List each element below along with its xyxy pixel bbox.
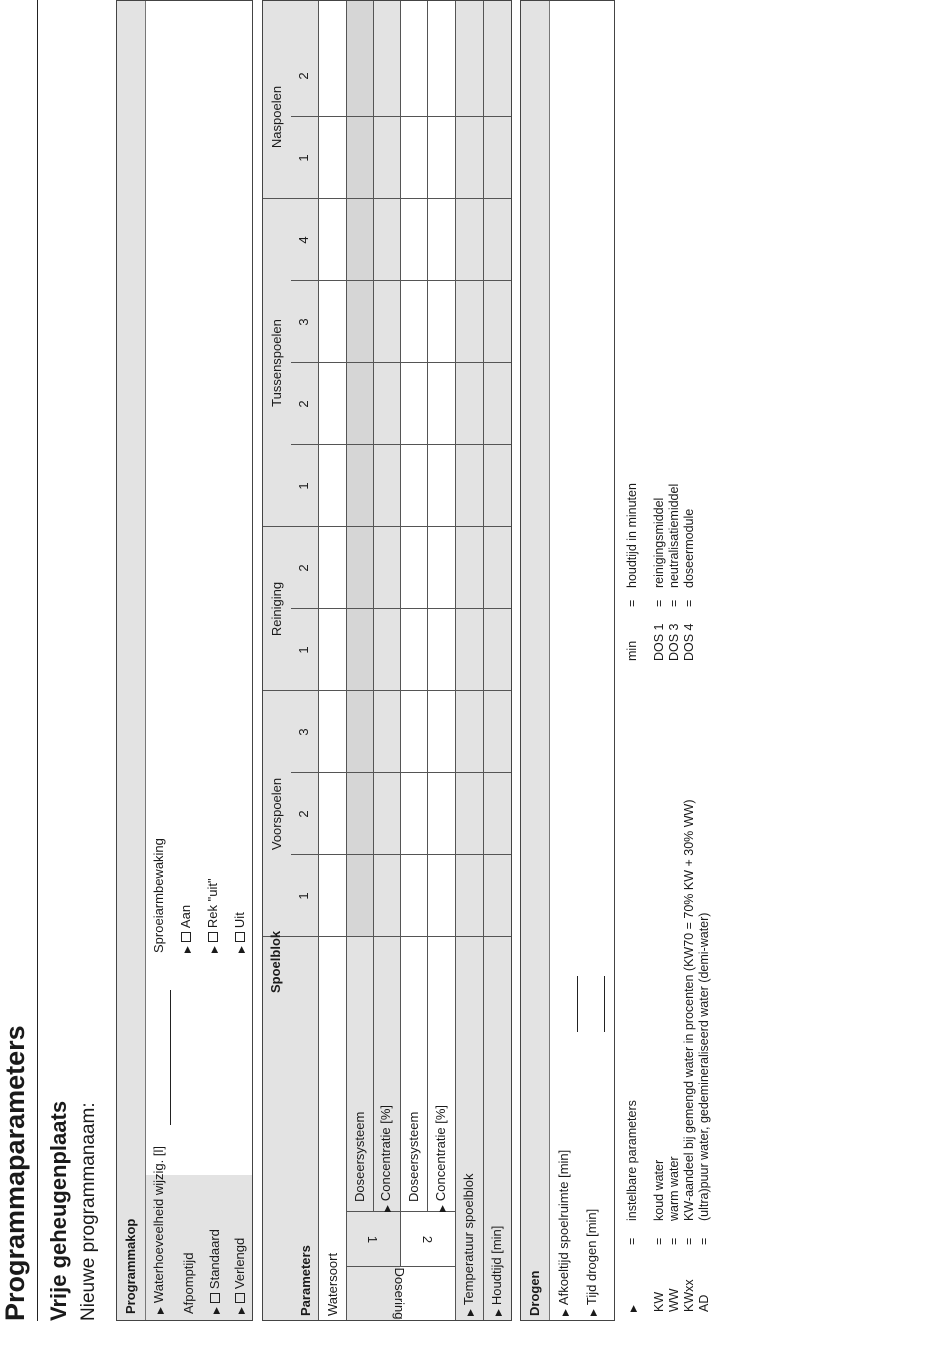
- legend-desc: koud water: [652, 1159, 666, 1221]
- triangle-icon: ▶: [155, 1307, 165, 1314]
- dosering-label: Dosering: [392, 1267, 407, 1320]
- column-line: [291, 116, 511, 117]
- col-num: 2: [296, 72, 311, 80]
- group-tussenspoelen: Tussenspoelen: [269, 319, 284, 407]
- column-line: [291, 280, 511, 281]
- column-line: [291, 608, 511, 609]
- houdtijd-field[interactable]: [489, 1226, 504, 1316]
- title-rule: [37, 0, 38, 1321]
- uit-label: Uit: [232, 912, 247, 929]
- group-voorspoelen: Voorspoelen: [269, 777, 284, 851]
- afpomptijd-label: Afpomptijd: [181, 1252, 196, 1314]
- triangle-icon: ▶: [382, 1205, 392, 1212]
- legend-desc: warm water: [667, 1156, 681, 1221]
- aan-label: Aan: [178, 904, 193, 929]
- legend-eq: =: [667, 1237, 681, 1245]
- checkbox-icon[interactable]: [235, 1293, 245, 1303]
- afkoeltijd-label: Afkoeltijd spoelruimte [min]: [556, 1149, 571, 1306]
- legend-desc: reinigingsmiddel: [652, 497, 666, 588]
- checkbox-icon[interactable]: [208, 932, 218, 942]
- program-name-label: Nieuwe programmanaam:: [78, 1102, 99, 1321]
- legend-key: DOS 3: [667, 623, 681, 661]
- triangle-icon: ▶: [209, 946, 219, 953]
- dos2-concentratie-field[interactable]: [433, 1105, 448, 1212]
- legend-desc: KW-aandeel bij gemengd water in procenten (KW70 = 70% KW + 30% WW): [682, 799, 696, 1221]
- dos2-number: 2: [420, 1235, 435, 1244]
- group-line: [291, 1, 292, 937]
- col-num: 1: [296, 892, 311, 900]
- spoelblok-table: [262, 0, 512, 1321]
- column-line: [291, 362, 511, 363]
- col-num: 3: [296, 728, 311, 736]
- checkbox-icon[interactable]: [210, 1293, 220, 1303]
- column-line: [291, 444, 511, 445]
- verlengd-option[interactable]: [232, 1238, 247, 1314]
- temperatuur-field[interactable]: [461, 1174, 476, 1316]
- legend-key: AD: [697, 1294, 711, 1312]
- legend-eq: =: [652, 599, 666, 607]
- legend-eq: =: [652, 1237, 666, 1245]
- tijd-drogen-input-line[interactable]: [604, 976, 605, 1032]
- triangle-icon: ▶: [493, 1309, 503, 1316]
- legend-eq: =: [697, 1237, 711, 1245]
- afkoeltijd-field[interactable]: [556, 1150, 571, 1316]
- legend-eq: =: [682, 1237, 696, 1245]
- tijd-drogen-field[interactable]: [584, 1209, 599, 1316]
- col-num: 2: [296, 810, 311, 818]
- col-num: 1: [296, 482, 311, 490]
- watersoort-label: Watersoort: [325, 1252, 340, 1316]
- uit-option[interactable]: [232, 912, 247, 953]
- programmakop-header-bar: [117, 1, 145, 1320]
- legend-desc: neutralisatiemiddel: [667, 483, 681, 588]
- col-num: 1: [296, 154, 311, 162]
- legend-eq: =: [667, 599, 681, 607]
- rek-uit-option[interactable]: [205, 878, 220, 953]
- programmakop-header: Programmakop: [123, 1218, 138, 1314]
- afkoeltijd-input-line[interactable]: [577, 976, 578, 1032]
- triangle-icon: ▶: [211, 1307, 221, 1314]
- legend-eq: =: [625, 1237, 639, 1245]
- dos1-concentratie-label: Concentratie [%]: [378, 1104, 393, 1202]
- legend-key: KW: [652, 1291, 666, 1312]
- legend-desc: doseermodule: [682, 508, 696, 588]
- grid-line: [373, 1, 374, 1212]
- dos2-doseersysteem-label: Doseersysteem: [406, 1111, 421, 1202]
- dos1-concentratie-field[interactable]: [378, 1105, 393, 1212]
- temperatuur-label: Temperatuur spoelblok: [461, 1173, 476, 1306]
- legend-key: DOS 4: [682, 623, 696, 661]
- legend-key: DOS 1: [652, 623, 666, 661]
- col-num: 2: [296, 400, 311, 408]
- drogen-header: Drogen: [527, 1270, 542, 1316]
- triangle-icon: ▶: [560, 1309, 570, 1316]
- column-line: [291, 854, 511, 855]
- drogen-header-shade: [521, 1, 549, 1320]
- arm-monitor-label: Sproeiarmbewaking: [151, 838, 166, 953]
- aan-option[interactable]: [178, 905, 193, 953]
- triangle-icon: ▶: [628, 1305, 638, 1312]
- triangle-icon: ▶: [588, 1309, 598, 1316]
- water-change-label: Waterhoeveelheid wijzig. [l]: [151, 1146, 166, 1304]
- dos2-concentratie-label: Concentratie [%]: [433, 1104, 448, 1202]
- legend-eq: =: [625, 599, 639, 607]
- dos1-number: 1: [365, 1235, 380, 1244]
- checkbox-icon[interactable]: [181, 932, 191, 942]
- water-change-input-line[interactable]: [170, 990, 171, 1125]
- triangle-icon: ▶: [236, 1307, 246, 1314]
- legend-desc: houdtijd in minuten: [625, 483, 639, 588]
- col-num: 4: [296, 236, 311, 244]
- verlengd-label: Verlengd: [232, 1237, 247, 1290]
- column-line: [291, 772, 511, 773]
- legend-key: min: [625, 640, 639, 661]
- triangle-icon: ▶: [236, 946, 246, 953]
- legend-key: KWxx: [682, 1279, 696, 1312]
- legend-key: WW: [667, 1288, 681, 1312]
- programmakop-header-line: [145, 1, 146, 1320]
- drogen-header-line: [549, 1, 550, 1320]
- legend-desc: (ultra)puur water, gedemineraliseerd water (demi-water): [697, 912, 711, 1221]
- rek-uit-label: Rek "uit": [205, 878, 220, 929]
- dos1-doseersysteem-label: Doseersysteem: [352, 1111, 367, 1202]
- grid-line: [400, 1, 401, 1267]
- standaard-label: Standaard: [207, 1229, 222, 1290]
- drogen-box: [520, 0, 615, 1321]
- grid-line: [427, 1, 428, 1212]
- legend-desc: instelbare parameters: [625, 1100, 639, 1221]
- col-num: 2: [296, 564, 311, 572]
- legend-eq: =: [682, 599, 696, 607]
- programmakop-box: [116, 0, 253, 1321]
- spoelblok-header: Spoelblok: [268, 930, 283, 993]
- tijd-drogen-label: Tijd drogen [min]: [584, 1208, 599, 1306]
- group-naspoelen: Naspoelen: [269, 85, 284, 149]
- standaard-option[interactable]: [207, 1229, 222, 1314]
- triangle-icon: ▶: [182, 946, 192, 953]
- group-reiniging: Reiniging: [269, 581, 284, 637]
- col-num: 1: [296, 646, 311, 654]
- page-title: Programmaparameters: [0, 1025, 30, 1321]
- triangle-icon: ▶: [437, 1205, 447, 1212]
- page-subtitle: Vrije geheugenplaats: [46, 1100, 71, 1321]
- legend-row: [625, 1301, 639, 1312]
- checkbox-icon[interactable]: [235, 932, 245, 942]
- water-change-field[interactable]: [151, 1146, 166, 1314]
- houdtijd-label: Houdtijd [min]: [489, 1225, 504, 1306]
- triangle-icon: ▶: [465, 1309, 475, 1316]
- parameters-header: Parameters: [298, 1245, 313, 1316]
- col-num: 3: [296, 318, 311, 326]
